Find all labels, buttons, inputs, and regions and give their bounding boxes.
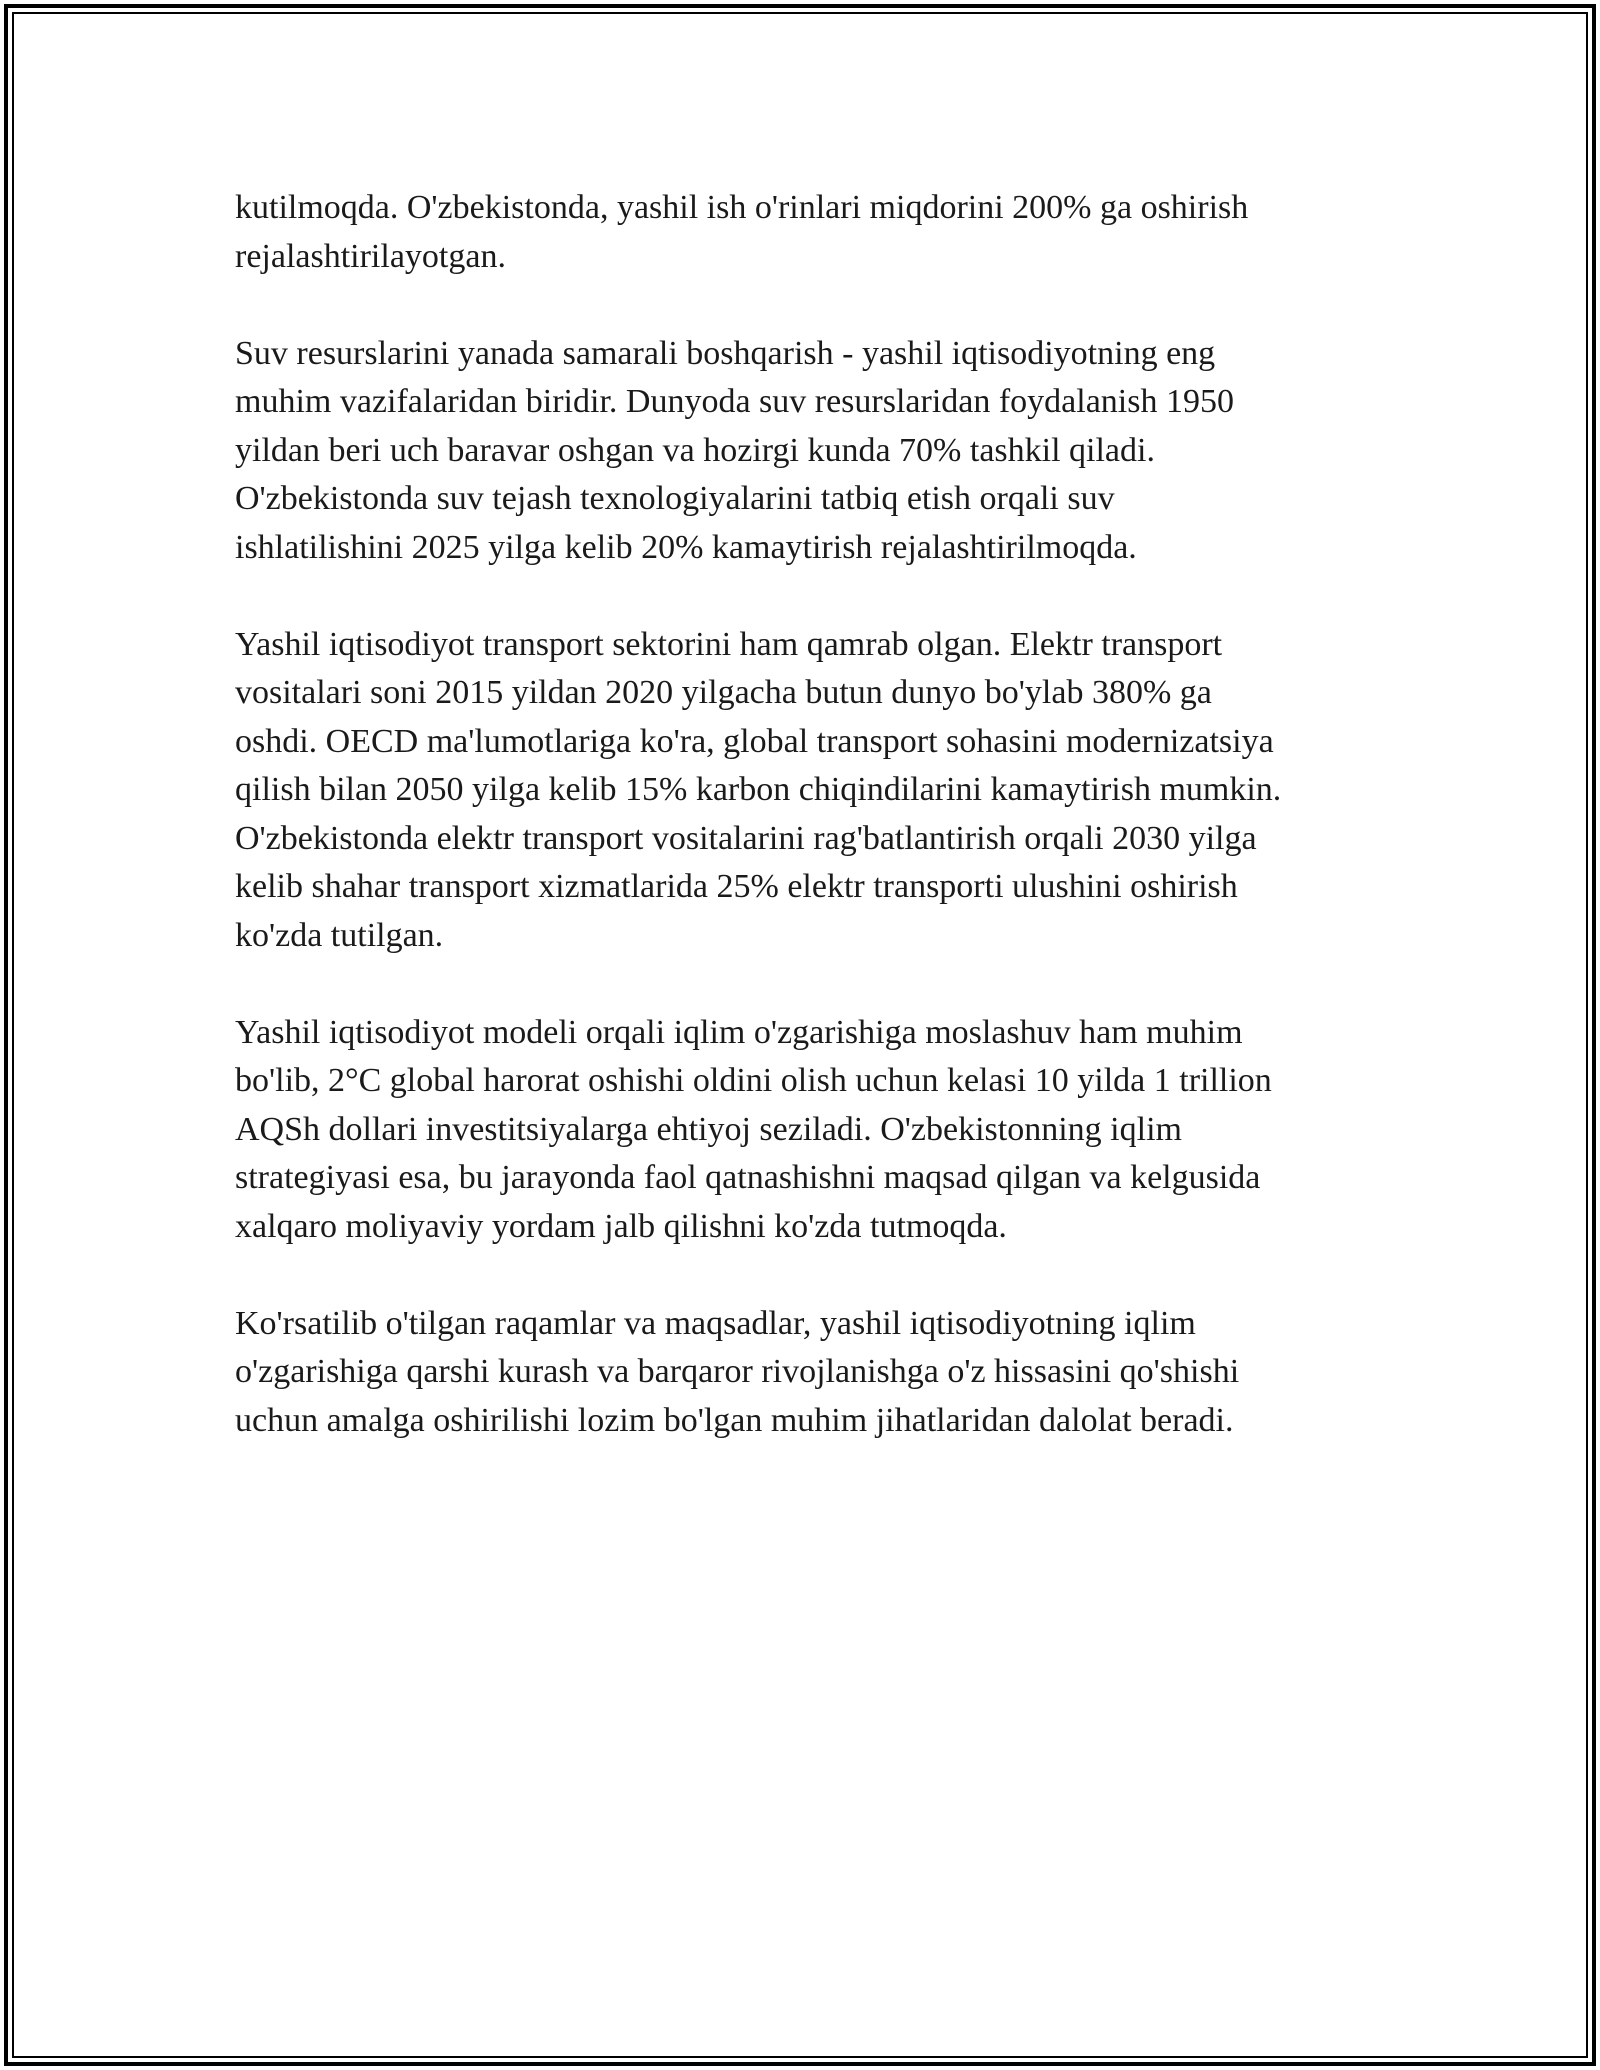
paragraph-transport: Yashil iqtisodiyot transport sektorini ham qamrab olgan. Elektr transport vositalari soni 2015 yildan 2020 yilgacha butun dunyo bo'ylab 380% ga oshdi. OECD ma'lumotlariga ko'ra, global transport sohasini modernizatsiya qilish bilan 2050 yilga kelib 15% karbon chiqindilarini kamaytirish mumkin. O'zbekistonda elektr transport vositalarini rag'batlantirish orqali 2030 yilga kelib shahar transport xizmatlarida 25% elektr transporti ulushini oshirish ko'zda tutilgan. [235,625,1282,954]
paragraph-water-resources: Suv resurslarini yanada samarali boshqarish - yashil iqtisodiyotning eng muhim vazifalaridan biridir. Dunyoda suv resurslaridan foydalanish 1950 yildan beri uch baravar oshgan va hozirgi kunda 70% tashkil qiladi. O'zbekistonda suv tejash texnologiyalarini tatbiq etish orqali suv ishlatilishini 2025 yilga kelib 20% kamaytirish rejalashtirilmoqda. [235,334,1234,566]
document-body [235,184,1365,1494]
paragraph-green-jobs: kutilmoqda. O'zbekistonda, yashil ish o'rinlari miqdorini 200% ga oshirish rejalashtirilayotgan. [235,189,1249,275]
paragraph-climate-adaptation: Yashil iqtisodiyot modeli orqali iqlim o'zgarishiga moslashuv ham muhim bo'lib, 2°C global harorat oshishi oldini olish uchun kelasi 10 yilda 1 trillion AQSh dollari investitsiyalarga ehtiyoj seziladi. O'zbekistonning iqlim strategiyasi esa, bu jarayonda faol qatnashishni maqsad qilgan va kelgusida xalqaro moliyaviy yordam jalb qilishni ko'zda tutmoqda. [235,1013,1272,1245]
paragraph-conclusion: Ko'rsatilib o'tilgan raqamlar va maqsadlar, yashil iqtisodiyotning iqlim o'zgarishiga qarshi kurash va barqaror rivojlanishga o'z hissasini qo'shishi uchun amalga oshirilishi lozim bo'lgan muhim jihatlaridan dalolat beradi. [235,1304,1240,1439]
